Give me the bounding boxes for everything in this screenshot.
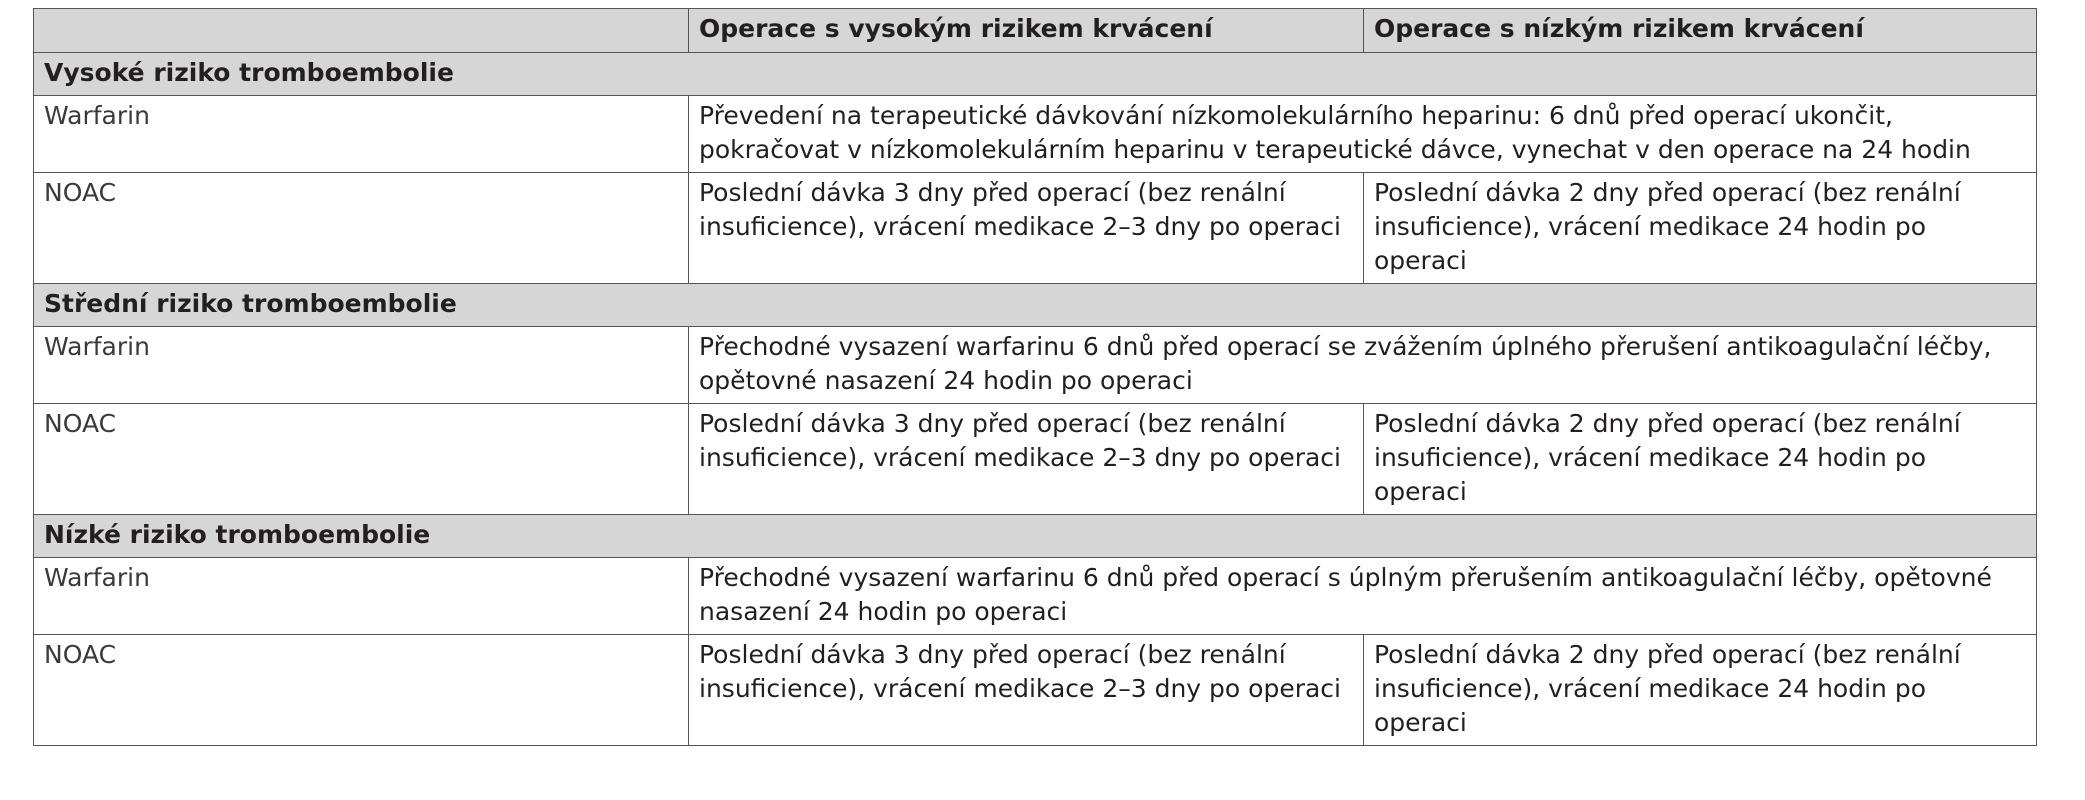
high-risk-recommendation: Poslední dávka 3 dny před operací (bez renální insuficience), vrácení medikace 2–3 dny po operaci: [689, 404, 1364, 515]
header-high-bleeding-risk: Operace s vysokým rizikem krvácení: [689, 9, 1364, 53]
drug-label: NOAC: [34, 404, 689, 515]
drug-label: NOAC: [34, 635, 689, 746]
merged-recommendation: Přechodné vysazení warfarinu 6 dnů před operací s úplným přerušením antikoagulační léčby, opětovné nasazení 24 hodin po operaci: [689, 558, 2037, 635]
anticoagulation-table: [33, 8, 2037, 746]
table-row: [34, 327, 2037, 404]
drug-label: Warfarin: [34, 558, 689, 635]
low-risk-recommendation: Poslední dávka 2 dny před operací (bez renální insuficience), vrácení medikace 24 hodin po operaci: [1364, 173, 2037, 284]
table-row: [34, 96, 2037, 173]
drug-label: NOAC: [34, 173, 689, 284]
merged-recommendation: Přechodné vysazení warfarinu 6 dnů před operací se zvážením úplného přerušení antikoagulační léčby, opětovné nasazení 24 hodin po operaci: [689, 327, 2037, 404]
drug-label: Warfarin: [34, 96, 689, 173]
drug-label: Warfarin: [34, 327, 689, 404]
header-empty-cell: [34, 9, 689, 53]
low-risk-recommendation: Poslední dávka 2 dny před operací (bez renální insuficience), vrácení medikace 24 hodin po operaci: [1364, 404, 2037, 515]
section-row: [34, 284, 2037, 327]
section-row: [34, 515, 2037, 558]
header-low-bleeding-risk: Operace s nízkým rizikem krvácení: [1364, 9, 2037, 53]
table-row: [34, 173, 2037, 284]
merged-recommendation: Převedení na terapeutické dávkování nízkomolekulárního heparinu: 6 dnů před operací ukončit, pokračovat v nízkomolekulárním heparinu v terapeutické dávce, vynechat v den operace na 24 hodin: [689, 96, 2037, 173]
section-title: Nízké riziko tromboembolie: [34, 515, 2037, 558]
section-title: Vysoké riziko tromboembolie: [34, 53, 2037, 96]
header-row: [34, 9, 2037, 53]
low-risk-recommendation: Poslední dávka 2 dny před operací (bez renální insuficience), vrácení medikace 24 hodin po operaci: [1364, 635, 2037, 746]
section-title: Střední riziko tromboembolie: [34, 284, 2037, 327]
high-risk-recommendation: Poslední dávka 3 dny před operací (bez renální insuficience), vrácení medikace 2–3 dny po operaci: [689, 635, 1364, 746]
section-row: [34, 53, 2037, 96]
table-row: [34, 635, 2037, 746]
table-row: [34, 558, 2037, 635]
high-risk-recommendation: Poslední dávka 3 dny před operací (bez renální insuficience), vrácení medikace 2–3 dny po operaci: [689, 173, 1364, 284]
table-row: [34, 404, 2037, 515]
